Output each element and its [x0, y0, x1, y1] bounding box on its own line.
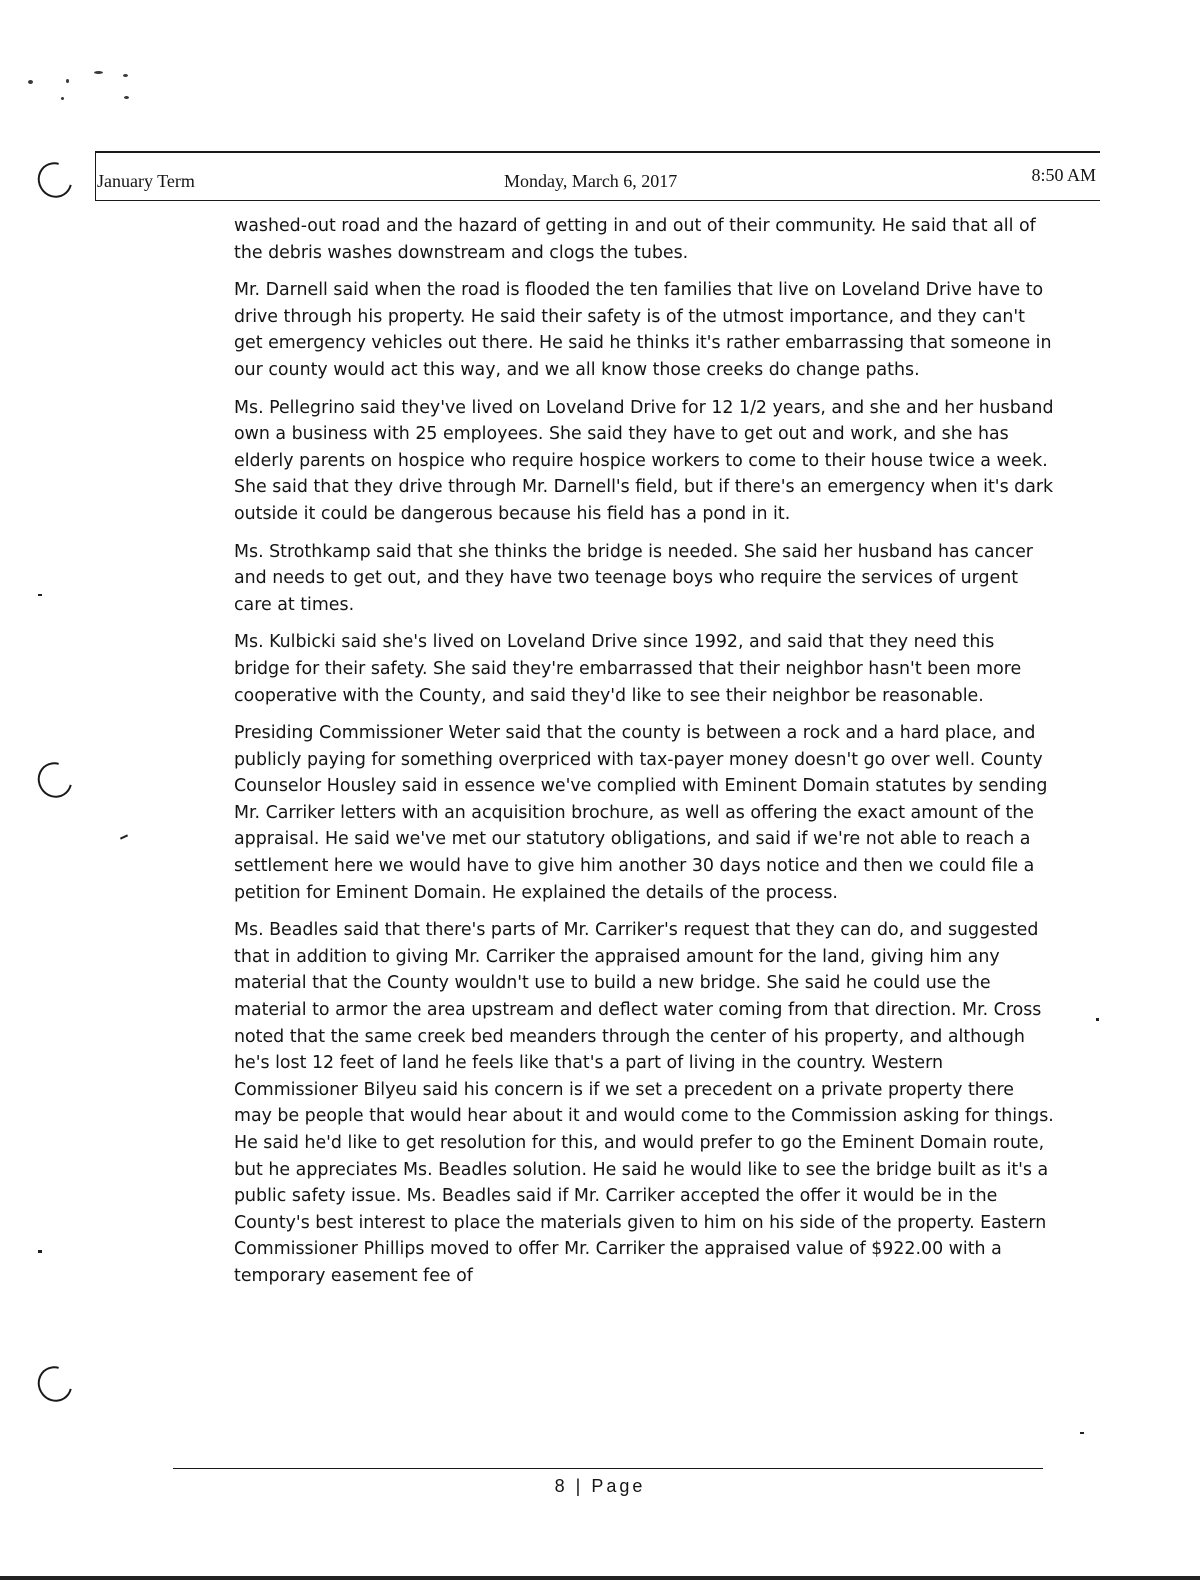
scan-speck — [94, 71, 103, 74]
paragraph: washed-out road and the hazard of getting in and out of their community. He said that all of the debris washes downstream and clogs the tubes. — [234, 216, 1036, 263]
scan-mark — [38, 594, 42, 596]
punch-hole-bottom — [31, 1360, 78, 1408]
header-date: Monday, March 6, 2017 — [504, 171, 678, 191]
punch-hole-middle — [31, 756, 78, 804]
paragraph: Mr. Darnell said when the road is flooded the ten families that live on Loveland Drive have to drive through his property. He said their safety is of the utmost importance, and they can't get emergency vehicles out there. He said he thinks it's rather embarrassing that someone in our county would act this way, and we all know those creeks do change paths. — [234, 280, 1052, 380]
header-time: 8:50 AM — [1031, 165, 1096, 185]
paragraph: Presiding Commissioner Weter said that the county is between a rock and a hard place, and publicly paying for something overpriced with tax-payer money doesn't go over well. County Counselor Housley said in essence we've complied with Eminent Domain statutes by sending Mr. Carriker letters with an acquisition brochure, as well as offering the exact amount of the appraisal. He said we've met our statutory obligations, and said if we're not able to reach a settlement here we would have to give him another 30 days notice and then we could file a petition for Eminent Domain. He explained the details of the process. — [234, 723, 1048, 903]
scan-speck — [28, 80, 33, 84]
paragraph: Ms. Beadles said that there's parts of Mr. Carriker's request that they can do, and suggested that in addition to giving Mr. Carriker the appraised amount for the land, giving him any material that the County wouldn't use to build a new bridge. She said he could use the material to armor the area upstream and deflect water coming from that direction. Mr. Cross noted that the same creek bed meanders through the center of his property, and although he's lost 12 feet of land he feels like that's a part of living in the country. Western Commissioner Bilyeu said his concern is if we set a precedent on a private property there may be people that would hear about it and would come to the Commission asking for things. He said he'd like to get resolution for this, and would prefer to go the Eminent Domain route, but he appreciates Ms. Beadles solution. He said he would like to see the bridge built as it's a public safety issue. Ms. Beadles said if Mr. Carriker accepted the offer it would be in the County's best interest to place the materials given to him on his side of the property. Eastern Commissioner Phillips moved to offer Mr. Carriker the appraised value of $922.00 with a temporary easement fee of — [234, 920, 1054, 1286]
scan-mark — [120, 834, 128, 839]
punch-hole-top — [31, 156, 78, 204]
header-left-rule — [95, 151, 96, 201]
scan-mark — [38, 1250, 42, 1253]
scan-mark — [1096, 1018, 1099, 1021]
header-top-rule — [95, 151, 1100, 153]
footer-rule — [173, 1468, 1043, 1469]
scan-speck — [66, 79, 69, 83]
paragraph: Ms. Pellegrino said they've lived on Loveland Drive for 12 1/2 years, and she and her husband own a business with 25 employees. She said they have to get out and work, and she has elderly parents on hospice who require hospice workers to come to their house twice a week. She said that they drive through Mr. Darnell's field, but if there's an emergency when it's dark outside it could be dangerous because his field has a pond in it. — [234, 397, 1054, 524]
scan-bottom-edge — [0, 1576, 1200, 1580]
minutes-body — [234, 213, 1054, 1301]
scan-mark — [1080, 1432, 1084, 1434]
paragraph: Ms. Kulbicki said she's lived on Loveland Drive since 1992, and said that they need this bridge for their safety. She said they're embarrassed that their neighbor hasn't been more cooperative with the County, and said they'd like to see their neighbor be reasonable. — [234, 632, 1022, 706]
scan-speck — [124, 96, 129, 99]
scan-speck — [61, 97, 64, 100]
paragraph: Ms. Strothkamp said that she thinks the bridge is needed. She said her husband has cancer and needs to get out, and they have two teenage boys who require the services of urgent care at times. — [234, 541, 1033, 615]
header-bottom-rule — [95, 200, 1100, 201]
header-term: January Term — [97, 171, 195, 191]
scan-speck — [123, 74, 128, 77]
page-number: 8 | Page — [554, 1476, 646, 1496]
